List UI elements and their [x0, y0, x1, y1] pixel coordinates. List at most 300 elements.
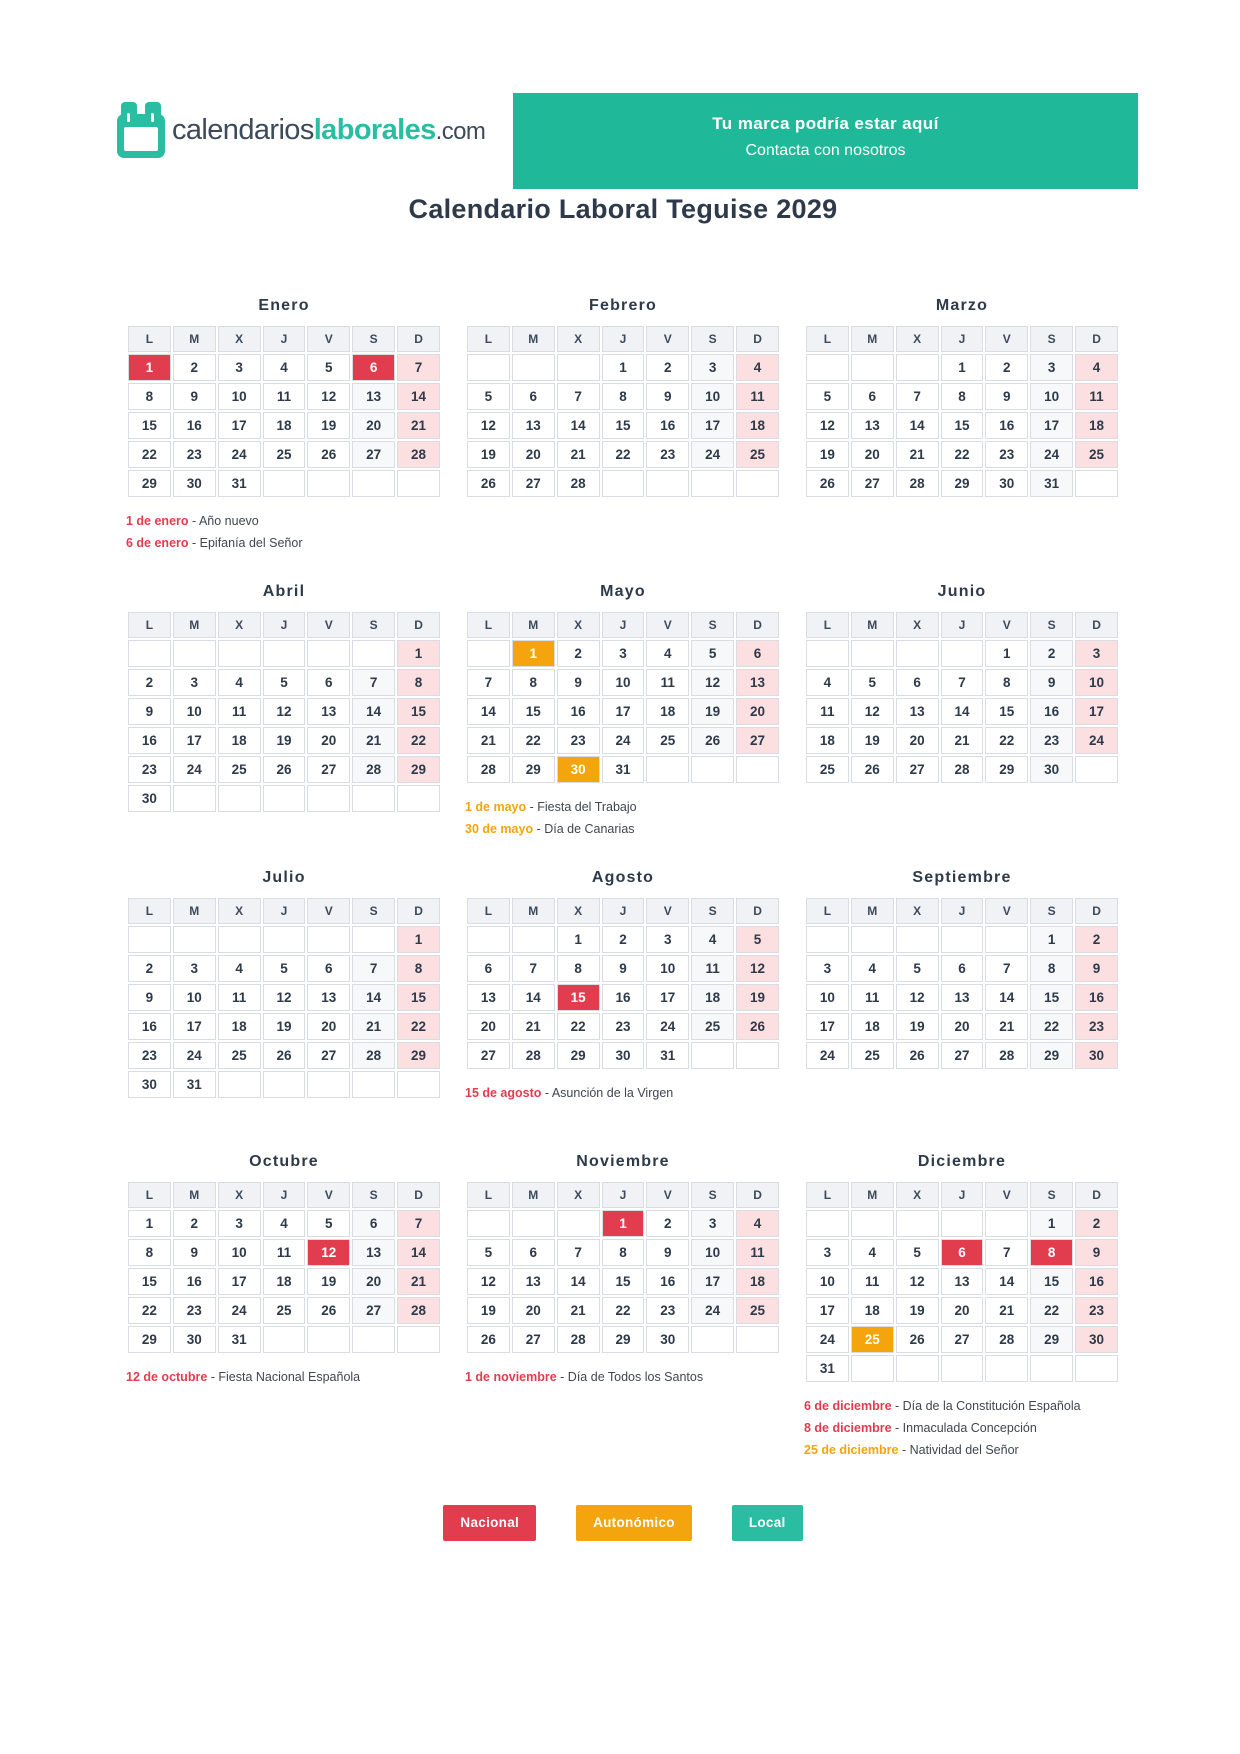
- day-cell: 10: [173, 698, 216, 725]
- day-cell: 26: [263, 1042, 306, 1069]
- day-cell: 19: [307, 1268, 350, 1295]
- day-cell: 20: [307, 1013, 350, 1040]
- day-cell: 21: [397, 1268, 440, 1295]
- weekday-header-cell: J: [263, 1182, 306, 1208]
- day-cell: 28: [557, 1326, 600, 1353]
- day-cell: 17: [173, 1013, 216, 1040]
- day-cell: 2: [646, 1210, 689, 1237]
- empty-cell: [218, 785, 261, 812]
- day-cell: 23: [985, 441, 1028, 468]
- holiday-note-desc: - Día de Todos los Santos: [556, 1370, 704, 1384]
- weekday-header-cell: X: [896, 612, 939, 638]
- day-cell: 19: [851, 727, 894, 754]
- day-cell: 13: [736, 669, 779, 696]
- day-cell: 1: [128, 354, 171, 381]
- day-cell: 27: [512, 470, 555, 497]
- holiday-note: [126, 1366, 442, 1388]
- day-cell: 7: [352, 955, 395, 982]
- empty-cell: [1075, 1355, 1118, 1382]
- day-cell: 14: [896, 412, 939, 439]
- day-cell: 22: [128, 1297, 171, 1324]
- day-cell: 18: [263, 1268, 306, 1295]
- empty-cell: [896, 1210, 939, 1237]
- day-cell: 28: [941, 756, 984, 783]
- weekday-header-cell: J: [602, 898, 645, 924]
- weekday-header-cell: X: [557, 1182, 600, 1208]
- day-cell: 13: [512, 1268, 555, 1295]
- day-cell: 22: [1030, 1013, 1073, 1040]
- empty-cell: [941, 640, 984, 667]
- day-cell: 20: [307, 727, 350, 754]
- day-cell: 1: [557, 926, 600, 953]
- day-cell: 12: [896, 984, 939, 1011]
- weekday-header-cell: D: [736, 612, 779, 638]
- month-noviembre: [465, 1152, 781, 1388]
- weekday-header-cell: J: [602, 326, 645, 352]
- day-cell: 4: [646, 640, 689, 667]
- weekday-header-cell: V: [985, 1182, 1028, 1208]
- day-cell: 12: [307, 383, 350, 410]
- day-cell: 6: [736, 640, 779, 667]
- empty-cell: [397, 1071, 440, 1098]
- day-cell: 27: [307, 1042, 350, 1069]
- holiday-note: [465, 1366, 781, 1388]
- day-cell: 24: [646, 1013, 689, 1040]
- weekday-header-cell: S: [691, 898, 734, 924]
- weekday-header-cell: X: [896, 898, 939, 924]
- day-cell: 22: [602, 1297, 645, 1324]
- empty-cell: [691, 1326, 734, 1353]
- empty-cell: [806, 640, 849, 667]
- day-cell: 16: [557, 698, 600, 725]
- day-cell: 11: [263, 383, 306, 410]
- day-cell: 7: [985, 1239, 1028, 1266]
- empty-cell: [851, 1210, 894, 1237]
- day-cell: 16: [1075, 984, 1118, 1011]
- day-cell: 17: [691, 412, 734, 439]
- day-cell: 26: [896, 1042, 939, 1069]
- day-cell: 28: [352, 756, 395, 783]
- day-cell: 16: [1075, 1268, 1118, 1295]
- weekday-header-cell: V: [307, 1182, 350, 1208]
- day-cell: 26: [736, 1013, 779, 1040]
- day-cell: 21: [557, 441, 600, 468]
- day-cell: 1: [941, 354, 984, 381]
- day-cell: 26: [851, 756, 894, 783]
- empty-cell: [307, 785, 350, 812]
- day-cell: 11: [263, 1239, 306, 1266]
- weekday-header-cell: L: [128, 898, 171, 924]
- month-title: Agosto: [591, 869, 655, 886]
- day-cell: 18: [736, 1268, 779, 1295]
- day-cell: 9: [557, 669, 600, 696]
- day-cell: 30: [128, 1071, 171, 1098]
- day-cell: 2: [646, 354, 689, 381]
- holiday-note-desc: - Natividad del Señor: [898, 1443, 1019, 1457]
- empty-cell: [397, 470, 440, 497]
- empty-cell: [985, 926, 1028, 953]
- day-cell: 29: [397, 1042, 440, 1069]
- day-cell: 8: [1030, 955, 1073, 982]
- weekday-header-cell: S: [1030, 1182, 1073, 1208]
- day-cell: 15: [602, 412, 645, 439]
- day-cell: 11: [736, 383, 779, 410]
- day-cell: 15: [128, 1268, 171, 1295]
- months-grid: [126, 296, 1120, 1486]
- day-cell: 12: [736, 955, 779, 982]
- day-cell: 25: [736, 1297, 779, 1324]
- weekday-header-cell: D: [397, 898, 440, 924]
- calendar-table: [804, 1180, 1120, 1384]
- month-febrero: [465, 296, 781, 499]
- day-cell: 24: [691, 1297, 734, 1324]
- day-cell: 13: [307, 698, 350, 725]
- day-cell: 6: [896, 669, 939, 696]
- weekday-header-cell: S: [1030, 326, 1073, 352]
- empty-cell: [263, 640, 306, 667]
- weekday-header-cell: L: [806, 898, 849, 924]
- day-cell: 7: [512, 955, 555, 982]
- day-cell: 7: [557, 1239, 600, 1266]
- day-cell: 19: [263, 727, 306, 754]
- day-cell: 30: [557, 756, 600, 783]
- day-cell: 15: [397, 984, 440, 1011]
- weekday-header-cell: M: [851, 612, 894, 638]
- day-cell: 15: [512, 698, 555, 725]
- day-cell: 21: [512, 1013, 555, 1040]
- empty-cell: [896, 354, 939, 381]
- weekday-header-cell: X: [218, 898, 261, 924]
- day-cell: 17: [646, 984, 689, 1011]
- day-cell: 8: [397, 955, 440, 982]
- day-cell: 15: [128, 412, 171, 439]
- logo-part-calendarios: calendarios: [172, 113, 314, 146]
- legend-button-autonomico[interactable]: Autonómico: [576, 1505, 692, 1541]
- day-cell: 6: [352, 354, 395, 381]
- day-cell: 30: [602, 1042, 645, 1069]
- day-cell: 29: [128, 470, 171, 497]
- day-cell: 13: [941, 1268, 984, 1295]
- weekday-header-cell: M: [173, 898, 216, 924]
- empty-cell: [691, 756, 734, 783]
- day-cell: 15: [1030, 1268, 1073, 1295]
- day-cell: 25: [263, 441, 306, 468]
- day-cell: 1: [1030, 926, 1073, 953]
- day-cell: 16: [646, 412, 689, 439]
- empty-cell: [557, 1210, 600, 1237]
- day-cell: 21: [985, 1297, 1028, 1324]
- month-julio: [126, 868, 442, 1100]
- day-cell: 7: [467, 669, 510, 696]
- holiday-note: [804, 1439, 1120, 1461]
- day-cell: 26: [263, 756, 306, 783]
- empty-cell: [352, 1071, 395, 1098]
- day-cell: 31: [218, 1326, 261, 1353]
- empty-cell: [646, 756, 689, 783]
- month-agosto: [465, 868, 781, 1104]
- day-cell: 27: [941, 1326, 984, 1353]
- day-cell: 23: [128, 1042, 171, 1069]
- day-cell: 21: [397, 412, 440, 439]
- holiday-note-date: 15 de agosto: [465, 1086, 542, 1100]
- holiday-note-desc: - Día de la Constitución Española: [891, 1399, 1081, 1413]
- holiday-note-date: 25 de diciembre: [804, 1443, 899, 1457]
- day-cell: 14: [397, 1239, 440, 1266]
- empty-cell: [512, 926, 555, 953]
- holiday-note-date: 6 de enero: [126, 536, 189, 550]
- empty-cell: [467, 354, 510, 381]
- day-cell: 26: [691, 727, 734, 754]
- empty-cell: [691, 470, 734, 497]
- empty-cell: [512, 1210, 555, 1237]
- day-cell: 31: [806, 1355, 849, 1382]
- holiday-note: [126, 532, 442, 554]
- day-cell: 28: [557, 470, 600, 497]
- empty-cell: [128, 926, 171, 953]
- weekday-header-cell: D: [397, 612, 440, 638]
- empty-cell: [736, 756, 779, 783]
- empty-cell: [941, 1355, 984, 1382]
- month-title: Marzo: [935, 297, 989, 314]
- day-cell: 14: [352, 984, 395, 1011]
- day-cell: 28: [512, 1042, 555, 1069]
- day-cell: 18: [851, 1297, 894, 1324]
- day-cell: 26: [307, 441, 350, 468]
- day-cell: 8: [128, 1239, 171, 1266]
- day-cell: 20: [941, 1297, 984, 1324]
- logo-part-laborales: laborales: [313, 113, 436, 146]
- empty-cell: [941, 926, 984, 953]
- holiday-note-desc: - Epifanía del Señor: [188, 536, 303, 550]
- day-cell: 17: [806, 1013, 849, 1040]
- day-cell: 22: [512, 727, 555, 754]
- day-cell: 13: [512, 412, 555, 439]
- day-cell: 2: [128, 955, 171, 982]
- calendar-table: [126, 324, 442, 499]
- month-marzo: [804, 296, 1120, 499]
- day-cell: 28: [985, 1042, 1028, 1069]
- day-cell: 20: [736, 698, 779, 725]
- empty-cell: [896, 926, 939, 953]
- day-cell: 23: [557, 727, 600, 754]
- day-cell: 5: [467, 1239, 510, 1266]
- holiday-note-date: 8 de diciembre: [804, 1421, 892, 1435]
- empty-cell: [896, 1355, 939, 1382]
- day-cell: 25: [646, 727, 689, 754]
- day-cell: 11: [736, 1239, 779, 1266]
- day-cell: 4: [1075, 354, 1118, 381]
- holiday-note-desc: - Asunción de la Virgen: [541, 1086, 674, 1100]
- day-cell: 31: [173, 1071, 216, 1098]
- day-cell: 2: [985, 354, 1028, 381]
- day-cell: 24: [218, 1297, 261, 1324]
- month-diciembre: [804, 1152, 1120, 1461]
- weekday-header-cell: S: [352, 612, 395, 638]
- day-cell: 15: [1030, 984, 1073, 1011]
- day-cell: 12: [263, 984, 306, 1011]
- day-cell: 30: [646, 1326, 689, 1353]
- day-cell: 4: [218, 955, 261, 982]
- day-cell: 18: [736, 412, 779, 439]
- weekday-header-cell: D: [1075, 326, 1118, 352]
- day-cell: 5: [467, 383, 510, 410]
- weekday-header-cell: J: [263, 612, 306, 638]
- weekday-header-cell: D: [736, 1182, 779, 1208]
- day-cell: 24: [1030, 441, 1073, 468]
- day-cell: 5: [307, 1210, 350, 1237]
- day-cell: 21: [352, 727, 395, 754]
- weekday-header-cell: V: [646, 1182, 689, 1208]
- day-cell: 16: [602, 984, 645, 1011]
- day-cell: 9: [602, 955, 645, 982]
- weekday-header-cell: M: [512, 326, 555, 352]
- day-cell: 23: [173, 441, 216, 468]
- day-cell: 20: [352, 1268, 395, 1295]
- empty-cell: [173, 785, 216, 812]
- weekday-header-cell: M: [851, 1182, 894, 1208]
- day-cell: 2: [128, 669, 171, 696]
- calendar-table: [126, 610, 442, 814]
- calendar-table: [465, 324, 781, 499]
- day-cell: 22: [397, 1013, 440, 1040]
- day-cell: 30: [1030, 756, 1073, 783]
- day-cell: 19: [736, 984, 779, 1011]
- weekday-header-cell: L: [128, 612, 171, 638]
- empty-cell: [218, 1071, 261, 1098]
- day-cell: 4: [851, 955, 894, 982]
- ad-banner[interactable]: [513, 93, 1138, 189]
- weekday-header-cell: V: [307, 326, 350, 352]
- empty-cell: [263, 1326, 306, 1353]
- page-title: Calendario Laboral Teguise 2029: [408, 194, 838, 224]
- month-title: Febrero: [589, 297, 657, 314]
- day-cell: 26: [806, 470, 849, 497]
- calendar-logo-icon: [117, 102, 167, 158]
- day-cell: 5: [806, 383, 849, 410]
- empty-cell: [352, 640, 395, 667]
- day-cell: 6: [512, 383, 555, 410]
- day-cell: 17: [218, 1268, 261, 1295]
- month-title: Junio: [937, 583, 987, 600]
- logo-link[interactable]: [117, 102, 485, 158]
- day-cell: 2: [1030, 640, 1073, 667]
- month-notes: [126, 510, 442, 554]
- day-cell: 19: [896, 1013, 939, 1040]
- day-cell: 1: [1030, 1210, 1073, 1237]
- day-cell: 22: [602, 441, 645, 468]
- weekday-header-cell: M: [512, 898, 555, 924]
- holiday-note: [465, 1082, 781, 1104]
- day-cell: 12: [851, 698, 894, 725]
- empty-cell: [985, 1210, 1028, 1237]
- day-cell: 13: [307, 984, 350, 1011]
- weekday-header-cell: M: [173, 612, 216, 638]
- month-title: Noviembre: [576, 1153, 670, 1170]
- day-cell: 24: [806, 1042, 849, 1069]
- day-cell: 27: [851, 470, 894, 497]
- day-cell: 24: [218, 441, 261, 468]
- month-notes: [126, 1366, 442, 1388]
- day-cell: 6: [307, 669, 350, 696]
- day-cell: 9: [1030, 669, 1073, 696]
- day-cell: 7: [397, 1210, 440, 1237]
- day-cell: 16: [128, 727, 171, 754]
- day-cell: 19: [263, 1013, 306, 1040]
- weekday-header-cell: X: [557, 612, 600, 638]
- month-notes: [804, 1395, 1120, 1461]
- day-cell: 18: [1075, 412, 1118, 439]
- weekday-header-cell: L: [806, 326, 849, 352]
- weekday-header-cell: X: [896, 1182, 939, 1208]
- banner-contact-link[interactable]: Contacta con nosotros: [745, 142, 906, 159]
- empty-cell: [307, 926, 350, 953]
- day-cell: 7: [397, 354, 440, 381]
- day-cell: 10: [602, 669, 645, 696]
- day-cell: 1: [602, 354, 645, 381]
- month-title: Julio: [262, 869, 306, 886]
- day-cell: 10: [691, 383, 734, 410]
- day-cell: 13: [941, 984, 984, 1011]
- empty-cell: [467, 926, 510, 953]
- day-cell: 28: [467, 756, 510, 783]
- day-cell: 17: [691, 1268, 734, 1295]
- day-cell: 20: [467, 1013, 510, 1040]
- day-cell: 20: [512, 1297, 555, 1324]
- day-cell: 21: [985, 1013, 1028, 1040]
- legend-button-local[interactable]: Local: [732, 1505, 803, 1541]
- day-cell: 8: [602, 383, 645, 410]
- day-cell: 28: [985, 1326, 1028, 1353]
- day-cell: 6: [352, 1210, 395, 1237]
- weekday-header-cell: J: [941, 1182, 984, 1208]
- empty-cell: [512, 354, 555, 381]
- day-cell: 18: [218, 1013, 261, 1040]
- empty-cell: [691, 1042, 734, 1069]
- day-cell: 29: [1030, 1042, 1073, 1069]
- empty-cell: [1030, 1355, 1073, 1382]
- empty-cell: [173, 926, 216, 953]
- day-cell: 23: [173, 1297, 216, 1324]
- day-cell: 29: [941, 470, 984, 497]
- day-cell: 19: [691, 698, 734, 725]
- legend-button-nacional[interactable]: Nacional: [443, 1505, 536, 1541]
- day-cell: 8: [397, 669, 440, 696]
- day-cell: 11: [691, 955, 734, 982]
- holiday-note-date: 1 de mayo: [465, 800, 527, 814]
- day-cell: 25: [736, 441, 779, 468]
- day-cell: 18: [806, 727, 849, 754]
- weekday-header-cell: M: [851, 326, 894, 352]
- weekday-header-cell: L: [806, 1182, 849, 1208]
- day-cell: 23: [646, 1297, 689, 1324]
- empty-cell: [736, 1042, 779, 1069]
- day-cell: 9: [1075, 1239, 1118, 1266]
- day-cell: 15: [985, 698, 1028, 725]
- weekday-header-cell: J: [941, 898, 984, 924]
- day-cell: 9: [1075, 955, 1118, 982]
- empty-cell: [806, 926, 849, 953]
- weekday-header-cell: D: [1075, 1182, 1118, 1208]
- day-cell: 16: [128, 1013, 171, 1040]
- empty-cell: [307, 640, 350, 667]
- empty-cell: [218, 926, 261, 953]
- day-cell: 12: [806, 412, 849, 439]
- day-cell: 29: [1030, 1326, 1073, 1353]
- day-cell: 27: [941, 1042, 984, 1069]
- day-cell: 13: [467, 984, 510, 1011]
- day-cell: 27: [352, 441, 395, 468]
- day-cell: 10: [218, 1239, 261, 1266]
